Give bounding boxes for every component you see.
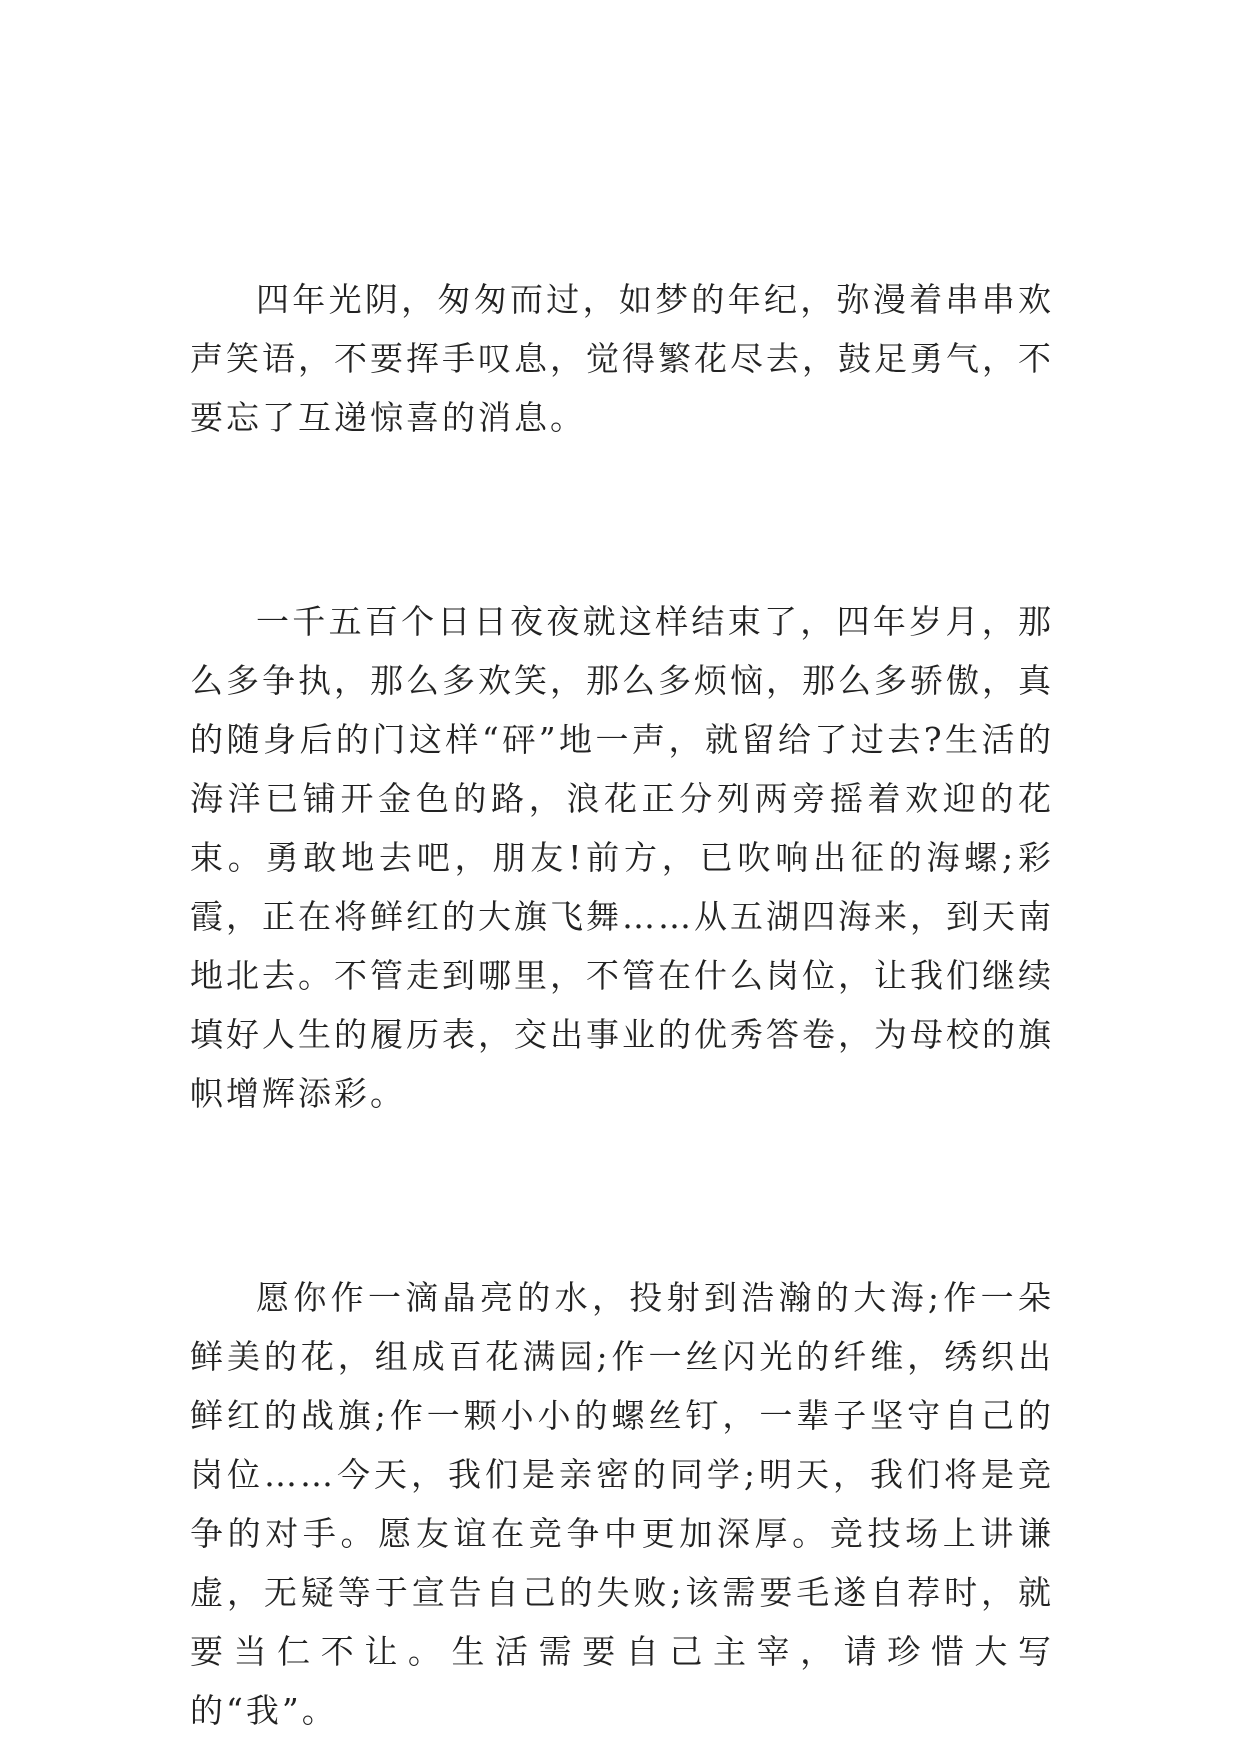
paragraph: 愿你作一滴晶亮的水，投射到浩瀚的大海;作一朵鲜美的花，组成百花满园;作一丝闪光的纤维，绣织出鲜红的战旗;作一颗小小的螺丝钉，一辈子坚守自己的岗位……今天，我们是亲密的同学;明天，我们将是竞争的对手。愿友谊在竞争中更加深厚。竞技场上讲谦虚，无疑等于宣告自己的失败;该需要毛遂自荐时，就要当仁不让。生活需要自己主宰，请珍惜大写的“我”。 xyxy=(190,1278,1054,1730)
paragraph: 四年光阴，匆匆而过，如梦的年纪，弥漫着串串欢声笑语，不要挥手叹息，觉得繁花尽去，鼓足勇气，不要忘了互递惊喜的消息。 xyxy=(190,280,1054,437)
paragraph: 一千五百个日日夜夜就这样结束了，四年岁月，那么多争执，那么多欢笑，那么多烦恼，那么多骄傲，真的随身后的门这样“砰”地一声，就留给了过去?生活的海洋已铺开金色的路，浪花正分列两旁摇着欢迎的花束。勇敢地去吧，朋友!前方，已吹响出征的海螺;彩霞，正在将鲜红的大旗飞舞……从五湖四海来，到天南地北去。不管走到哪里，不管在什么岗位，让我们继续填好人生的履历表，交出事业的优秀答卷，为母校的旗帜增辉添彩。 xyxy=(190,602,1054,1113)
document-body xyxy=(190,270,1054,1740)
